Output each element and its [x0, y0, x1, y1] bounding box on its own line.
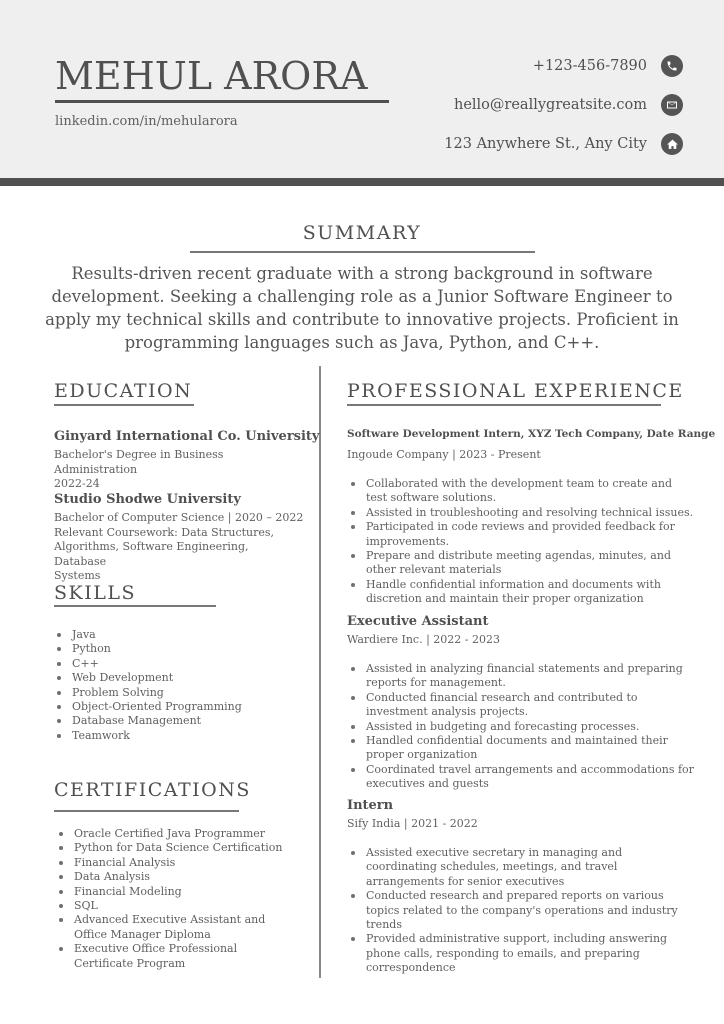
- list-item: Financial Analysis: [56, 856, 296, 870]
- address-text: 123 Anywhere St., Any City: [444, 136, 647, 152]
- list-item: Assisted in analyzing financial statements and preparing reports for management.: [348, 662, 694, 691]
- list-item: Teamwork: [54, 729, 304, 743]
- list-item: Python: [54, 642, 304, 656]
- list-item: C++: [54, 657, 304, 671]
- contact-phone-row: [533, 55, 683, 77]
- job-bullets-1: [348, 477, 694, 607]
- list-item: Prepare and distribute meeting agendas, minutes, and other relevant materials: [348, 549, 694, 578]
- list-item: Financial Modeling: [56, 885, 296, 899]
- education-detail-line: 2022-24: [54, 477, 100, 490]
- education-detail-line: Algorithms, Software Engineering, Database: [54, 540, 249, 568]
- skills-title: SKILLS: [54, 582, 136, 604]
- list-item: Provided administrative support, including answering phone calls, responding to emails, and preparing correspondence: [348, 932, 688, 975]
- job-company-2: Wardiere Inc. | 2022 - 2023: [347, 633, 500, 646]
- contact-email-row: [454, 94, 683, 116]
- list-item: Database Management: [54, 714, 304, 728]
- job-bullets-2: [348, 662, 694, 792]
- list-item: Data Analysis: [56, 870, 296, 884]
- list-item: SQL: [56, 899, 296, 913]
- list-item: Assisted in budgeting and forecasting processes.: [348, 720, 694, 734]
- list-item: Assisted executive secretary in managing and coordinating schedules, meetings, and travel arrangements for senior executives: [348, 846, 688, 889]
- summary-underline: [190, 251, 535, 253]
- list-item: Web Development: [54, 671, 304, 685]
- education-details-2: [54, 511, 304, 584]
- job-title-1: Software Development Intern, XYZ Tech Company, Date Range: [347, 428, 716, 440]
- education-detail-line: Bachelor of Computer Science | 2020 – 2022: [54, 511, 304, 524]
- education-underline: [54, 404, 194, 406]
- education-title: EDUCATION: [54, 380, 193, 402]
- list-item: Coordinated travel arrangements and accommodations for executives and guests: [348, 763, 694, 792]
- list-item: Conducted financial research and contributed to investment analysis projects.: [348, 691, 694, 720]
- home-icon: [661, 133, 683, 155]
- list-item: Advanced Executive Assistant and Office Manager Diploma: [56, 913, 296, 942]
- list-item: Object-Oriented Programming: [54, 700, 304, 714]
- list-item: Collaborated with the development team to create and test software solutions.: [348, 477, 694, 506]
- job-title-3: Intern: [347, 798, 394, 813]
- contact-address-row: [444, 133, 683, 155]
- education-detail-line: Bachelor's Degree in Business Administration: [54, 448, 224, 476]
- email-text[interactable]: hello@reallygreatsite.com: [453, 97, 647, 113]
- list-item: Handled confidential documents and maintained their proper organization: [348, 734, 694, 763]
- experience-underline: [347, 404, 661, 406]
- job-company-3: Sify India | 2021 - 2022: [347, 817, 478, 830]
- education-details-1: [54, 448, 304, 492]
- certifications-title: CERTIFICATIONS: [54, 779, 251, 801]
- linkedin-link[interactable]: linkedin.com/in/mehularora: [55, 114, 238, 129]
- list-item: Executive Office Professional Certificate Program: [56, 942, 296, 971]
- certifications-list: [56, 827, 296, 971]
- certifications-underline: [54, 810, 239, 812]
- header-divider-bar: [0, 178, 724, 186]
- phone-icon: [661, 55, 683, 77]
- mail-icon: [661, 94, 683, 116]
- list-item: Java: [54, 628, 304, 642]
- education-school-1: Ginyard International Co. University: [54, 429, 320, 444]
- list-item: Python for Data Science Certification: [56, 841, 296, 855]
- list-item: Problem Solving: [54, 686, 304, 700]
- skills-list: [54, 628, 304, 743]
- education-school-2: Studio Shodwe University: [54, 492, 241, 507]
- phone-text[interactable]: +123-456-7890: [532, 58, 647, 74]
- list-item: Conducted research and prepared reports on various topics related to the company's operations and industry trends: [348, 889, 688, 932]
- name-underline: [55, 100, 389, 103]
- experience-title: PROFESSIONAL EXPERIENCE: [347, 380, 684, 402]
- summary-title: SUMMARY: [302, 222, 422, 244]
- candidate-name: MEHUL ARORA: [55, 54, 368, 98]
- list-item: Assisted in troubleshooting and resolving technical issues.: [348, 506, 694, 520]
- list-item: Oracle Certified Java Programmer: [56, 827, 296, 841]
- summary-text: Results-driven recent graduate with a strong background in software development. Seeking a challenging role as a Junior Software Engineer to apply my technical skills and contribute to innovative projects. Proficient in programming languages such as Java, Python, and C++.: [45, 264, 679, 352]
- list-item: Participated in code reviews and provided feedback for improvements.: [348, 520, 694, 549]
- list-item: Handle confidential information and documents with discretion and maintain their proper organization: [348, 578, 694, 607]
- skills-underline: [54, 605, 216, 607]
- column-divider: [319, 366, 321, 978]
- job-company-1: Ingoude Company | 2023 - Present: [347, 448, 541, 461]
- job-bullets-3: [348, 846, 688, 976]
- job-title-2: Executive Assistant: [347, 614, 489, 629]
- education-detail-line: Systems: [54, 569, 101, 582]
- education-detail-line: Relevant Coursework: Data Structures,: [54, 525, 275, 539]
